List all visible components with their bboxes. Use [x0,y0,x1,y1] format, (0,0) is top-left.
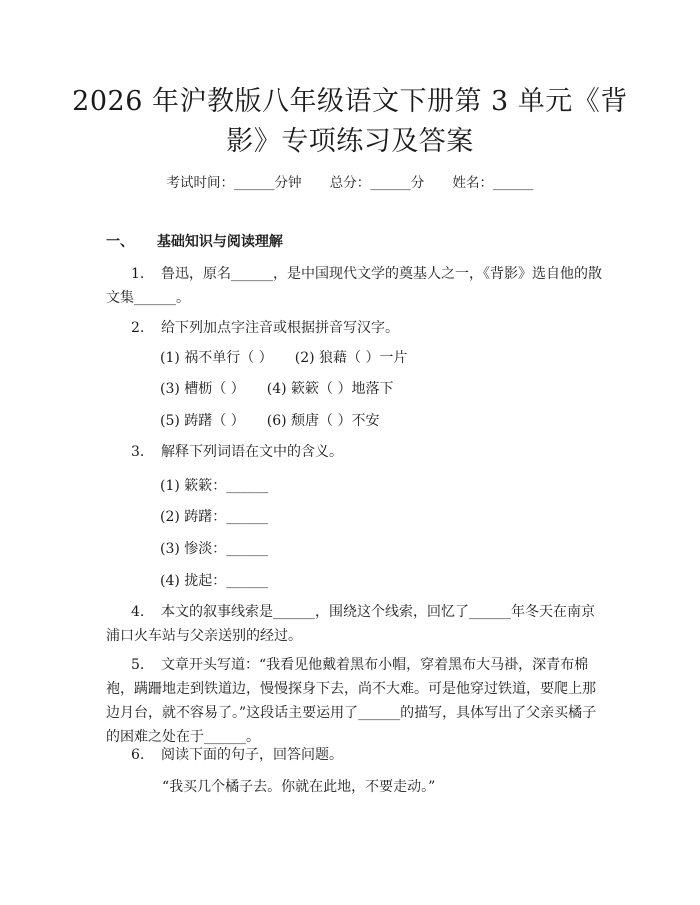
question-text: 鲁迅，原名______，是中国现代文学的奠基人之一，《背影》选自他的散文集______。 [106,266,602,306]
q2-item: (1) 祸不单行（ ） [160,350,273,366]
quoted-sentence: “我买几个橘子去。你就在此地，不要走动。” [162,779,436,795]
q2-item: (3) 槽枥（ ） [160,381,245,397]
q3-item-3: (3) 惨淡：______ [160,541,269,557]
question-6 [106,743,606,767]
question-number: 4. [131,604,145,620]
question-number: 5. [131,657,145,673]
question-text: 文章开头写道：“我看见他戴着黑布小帽，穿着黑布大马褂，深青布棉袍，蹒跚地走到铁道边，慢慢探身下去，尚不大难。可是他穿过铁道，要爬上那边月台，就不容易了。”这段话主要运用了______的描写，具体写出了父亲买橘子的困难之处在于______。 [106,657,597,745]
student-name-field: 姓名：______ [452,175,534,191]
q2-item: (5) 踌躇（ ） [160,413,245,429]
q2-row-3 [160,410,401,430]
question-4 [106,600,606,648]
question-3 [106,440,606,464]
question-5 [106,653,606,749]
question-2 [106,316,606,340]
question-number: 6. [131,747,145,763]
q2-item: (6) 颓唐（ ）不安 [266,413,380,429]
question-1 [106,262,606,310]
q2-item: (2) 狼藉（ ）一片 [294,350,408,366]
question-number: 1. [131,266,145,282]
question-number: 3. [131,444,145,460]
section-number: 一、 [106,234,134,250]
question-text: 阅读下面的句子，回答问题。 [161,747,343,763]
q2-row-1 [160,347,429,367]
q3-item-1: (1) 簌簌：______ [160,478,269,494]
exam-score: 总分：______分 [329,175,425,191]
exam-meta [0,171,700,191]
q3-item-2: (2) 踌躇：______ [160,509,269,525]
exam-time: 考试时间：______分钟 [166,175,302,191]
section-label: 基础知识与阅读理解 [156,234,283,250]
q3-item-4: (4) 拢起：______ [160,573,269,589]
question-text: 本文的叙事线索是______，围绕这个线索，回忆了______年冬天在南京浦口火车站与父亲送别的经过。 [106,604,595,644]
q2-row-2 [160,378,415,398]
q2-item: (4) 簌簌（ ）地落下 [266,381,394,397]
question-number: 2. [131,320,145,336]
title-line-1: 2026 年沪教版八年级语文下册第 3 单元《背 [72,86,628,117]
section-heading [106,231,283,251]
document-title [60,82,640,162]
question-text: 给下列加点字注音或根据拼音写汉字。 [161,320,399,336]
question-text: 解释下列词语在文中的含义。 [161,444,343,460]
title-line-2: 影》专项练习及答案 [226,126,474,157]
